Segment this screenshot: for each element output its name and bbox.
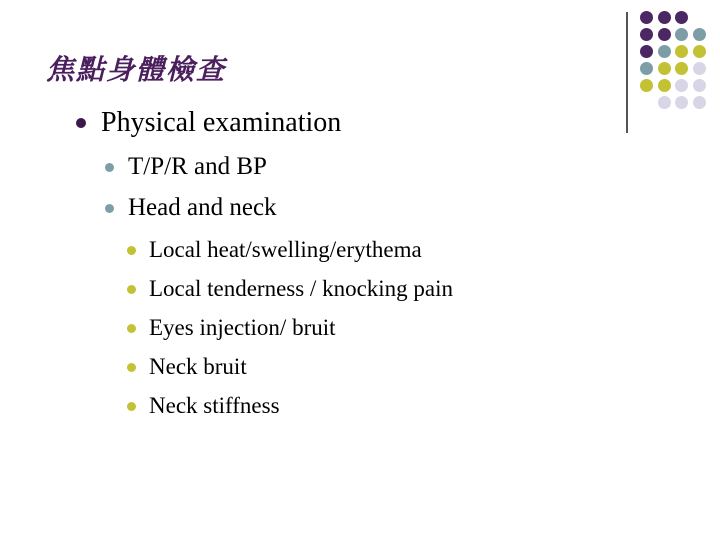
bullet-text: Local tenderness / knocking pain	[149, 276, 454, 301]
bullet-neck-bruit	[127, 354, 247, 380]
decorative-dot	[675, 62, 688, 75]
bullet-text: Eyes injection/ bruit	[149, 315, 336, 340]
decorative-dot	[640, 28, 653, 41]
bullet-physical-examination	[76, 107, 341, 139]
decorative-dot	[693, 62, 706, 75]
decorative-dot	[658, 96, 671, 109]
bullet-local-tenderness	[127, 276, 453, 302]
decorative-dot	[658, 45, 671, 58]
decorative-dot	[640, 79, 653, 92]
decorative-dot	[693, 45, 706, 58]
bullet-text: Local heat/swelling/erythema	[149, 237, 422, 262]
decorative-dot	[640, 11, 653, 24]
decorative-dot	[658, 79, 671, 92]
bullet-text: T/P/R and BP	[128, 153, 267, 180]
decorative-dot	[658, 28, 671, 41]
slide-title: 焦點身體檢查	[46, 53, 227, 86]
bullet-local-heat	[127, 237, 422, 263]
decorative-dot	[640, 45, 653, 58]
bullet-dot-icon	[127, 324, 136, 333]
decorative-dot	[658, 11, 671, 24]
decorative-dot	[640, 62, 653, 75]
bullet-dot-icon	[105, 163, 114, 172]
bullet-head-and-neck	[105, 194, 277, 222]
bullet-dot-icon	[76, 118, 86, 128]
decorative-dot	[693, 96, 706, 109]
bullet-neck-stiffness	[127, 393, 280, 419]
decorative-dot	[675, 28, 688, 41]
decorative-dot	[693, 79, 706, 92]
bullet-eyes-injection	[127, 315, 336, 341]
decorative-dot	[675, 11, 688, 24]
bullet-text: Physical examination	[101, 107, 342, 138]
bullet-dot-icon	[127, 285, 136, 294]
bullet-text: Neck bruit	[149, 354, 247, 379]
bullet-tpr-bp	[105, 153, 267, 181]
bullet-text: Neck stiffness	[149, 393, 280, 418]
decorative-dot	[675, 96, 688, 109]
bullet-dot-icon	[127, 246, 136, 255]
decorative-dot	[693, 28, 706, 41]
bullet-dot-icon	[105, 204, 114, 213]
bullet-dot-icon	[127, 363, 136, 372]
decorative-dot	[675, 45, 688, 58]
decorative-dot	[675, 79, 688, 92]
decorative-dot	[658, 62, 671, 75]
bullet-text: Head and neck	[128, 194, 277, 221]
bullet-dot-icon	[127, 402, 136, 411]
